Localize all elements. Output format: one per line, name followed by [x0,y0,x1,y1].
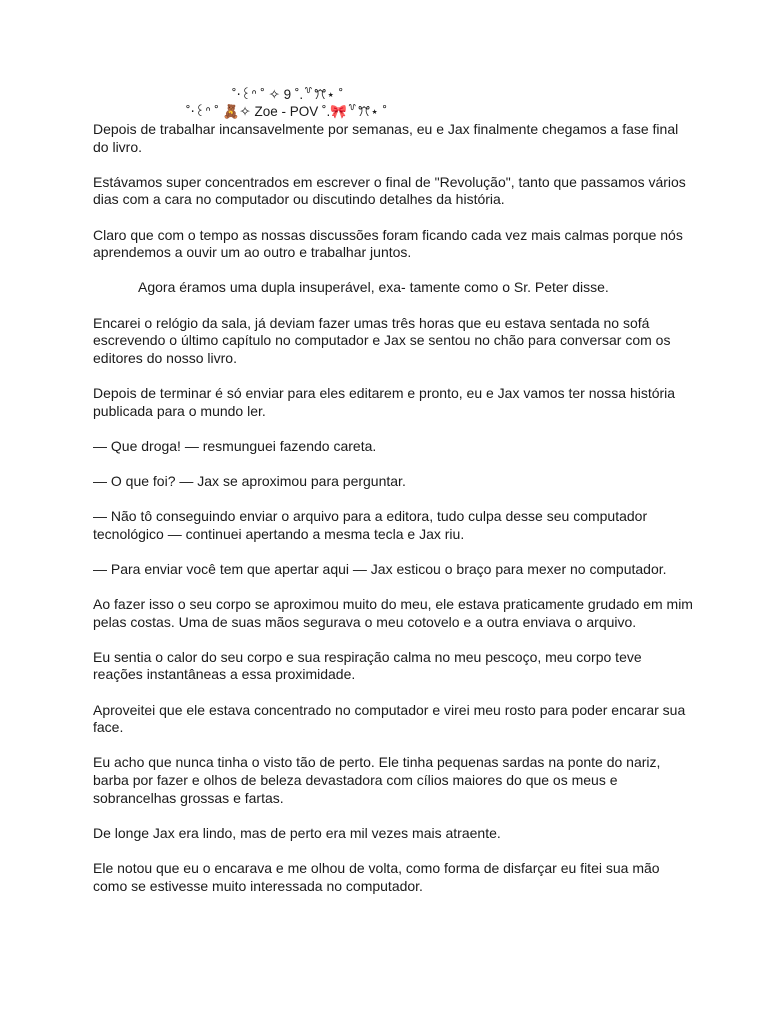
paragraph: Encarei o relógio da sala, já deviam fazer umas três horas que eu estava sentada no sofá escrevendo o último capítulo no computador e Jax se sentou no chão para conversar com os editores do nosso livro. [93,314,671,366]
paragraph: — O que foi? — Jax se aproximou para perguntar. [93,472,406,489]
paragraph: Eu sentia o calor do seu corpo e sua respiração calma no meu pescoço, meu corpo teve reações instantâneas a essa proximidade. [93,648,642,683]
story-body [93,121,693,913]
paragraph: Estávamos super concentrados em escrever o final de "Revolução", tanto que passamos vários dias com a cara no computador ou discutindo detalhes da história. [93,173,686,208]
paragraph: Ao fazer isso o seu corpo se aproximou muito do meu, ele estava praticamente grudado em mim pelas costas. Uma de suas mãos segurava o meu cotovelo e a outra enviava o arquivo. [93,596,693,630]
paragraph: — Para enviar você tem que apertar aqui — Jax esticou o braço para mexer no computador. [93,560,667,577]
paragraph: Eu acho que nunca tinha o visto tão de perto. Ele tinha pequenas sardas na ponte do nariz, barba por fazer e olhos de beleza devastadora com cílios maiores do que os meus e sobrancelhas grossas e fartas. [93,754,661,806]
chapter-number-line: ˚‧꒰ᐢ ˚ ✧ 9 ˚.꒷ꔫ⋆ ˚ [232,87,344,102]
paragraph: Ele notou que eu o encarava e me olhou de volta, como forma de disfarçar eu fitei sua mão como se estivesse muito interessada no computador. [93,859,660,894]
paragraph: Agora éramos uma dupla insuperável, exa- tamente como o Sr. Peter disse. [138,279,609,296]
paragraph: De longe Jax era lindo, mas de perto era mil vezes mais atraente. [93,824,501,841]
paragraph: — Que droga! — resmunguei fazendo careta. [93,437,377,454]
paragraph: Depois de trabalhar incansavelmente por semanas, eu e Jax finalmente chegamos a fase final do livro. [93,121,679,155]
paragraph: — Não tô conseguindo enviar o arquivo para a editora, tudo culpa desse seu computador tecnológico — continuei apertando a mesma tecla e Jax riu. [93,508,648,542]
paragraph: Claro que com o tempo as nossas discussões foram ficando cada vez mais calmas porque nós aprendemos a ouvir um ao outro e trabalhar juntos. [93,226,683,261]
paragraph: Depois de terminar é só enviar para eles editarem e pronto, eu e Jax vamos ter nossa história publicada para o mundo ler. [93,384,676,419]
paragraph: Aproveitei que ele estava concentrado no computador e virei meu rosto para poder encarar sua face. [93,701,686,736]
pov-line: ˚‧꒰ᐢ ˚ 🧸✧ Zoe - POV ˚.🎀꒷ꔫ⋆ ˚ [186,104,388,119]
